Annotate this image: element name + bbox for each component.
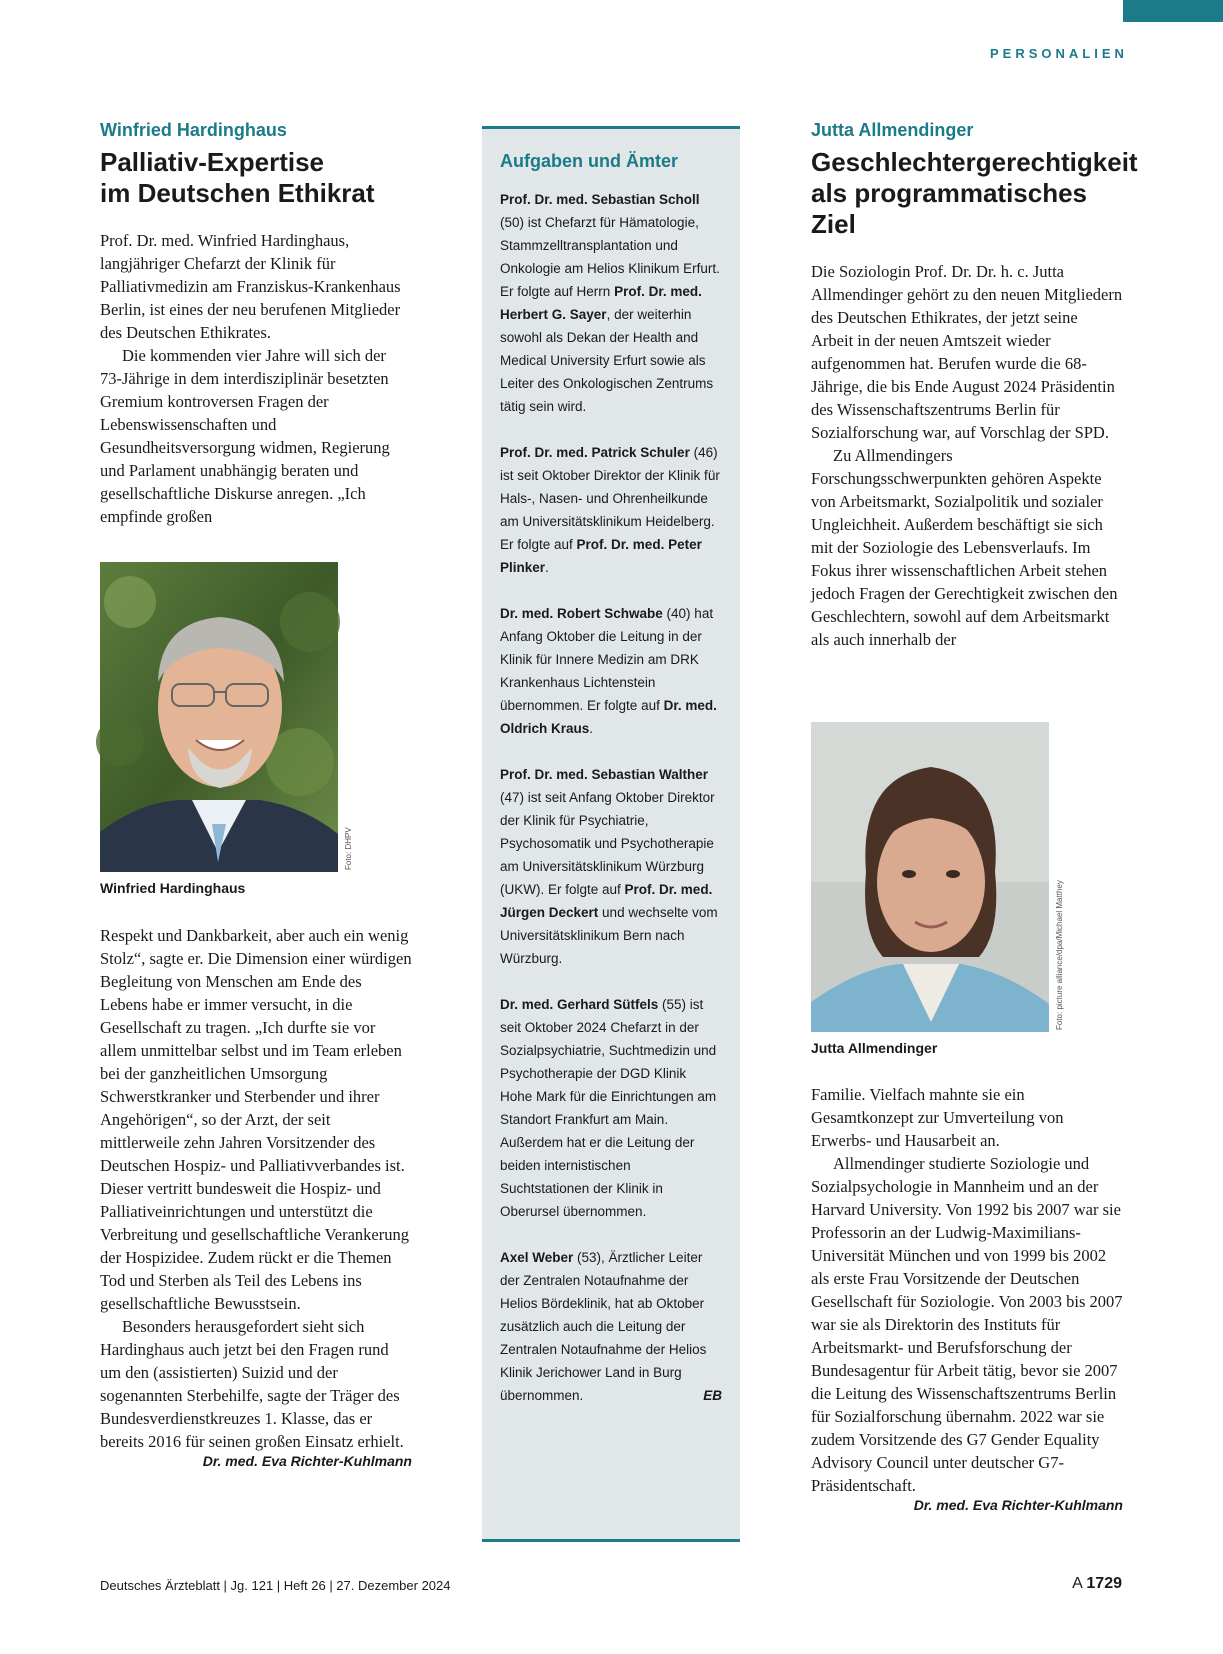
left-headline-line2: im Deutschen Ethikrat [100, 178, 375, 208]
sidebar-entry-schwabe [500, 602, 722, 740]
entry-text: (55) ist seit Oktober 2024 Chefarzt in der Sozialpsychiatrie, Suchtmedizin und Psychotherapie der DGD Klinik Hohe Mark für die Einrichtungen am Standort Frankfurt am Main. Außerdem hat er die Leitung der beiden internistischen Suchtstationen der Klinik in Oberursel übernommen. [500, 997, 717, 1219]
sidebar-signature: EB [703, 1388, 722, 1403]
left-headline [100, 147, 412, 209]
entry-text: , der weiterhin sowohl als Dekan der Health and Medical University Erfurt sowie als Leiter des Onkologischen Zentrums tätig sein wird. [500, 307, 714, 414]
left-paragraph-4: Besonders herausgefordert sieht sich Hardinghaus auch jetzt bei den Fragen rund um den (assistierten) Suizid und der sogenannten Sterbehilfe, sagte der Träger des Bundesverdienstkreuzes 1. Klasse, das er bereits 2016 für seinen großen Einsatz erhielt. [100, 1317, 404, 1451]
sidebar-entry-schuler [500, 441, 722, 579]
sidebar-entry-weber [500, 1246, 722, 1407]
entry-text: (46) ist seit Oktober Direktor der Klinik für Hals-, Nasen- und Ohrenheilkunde am Universitätsklinikum Heidelberg. Er folgte auf [500, 445, 720, 552]
entry-name: Dr. med. Robert Schwabe [500, 606, 663, 621]
footer-publication: Deutsches Ärzteblatt | Jg. 121 | Heft 26 | 27. Dezember 2024 [100, 1578, 451, 1593]
entry-text: (50) ist Chefarzt für Hämatologie, Stammzelltransplantation und Onkologie am Helios Klinikum Erfurt. Er folgte auf Herrn [500, 215, 720, 299]
page-number: 1729 [1086, 1575, 1122, 1592]
right-paragraph-1: Die Soziologin Prof. Dr. Dr. h. c. Jutta Allmendinger gehört zu den neuen Mitgliedern des Deutschen Ethikrates, der jetzt seine Arbeit in der neuen Amtszeit wieder aufgenommen hat. Berufen wurde die 68-Jährige, die bis Ende August 2024 Präsidentin des Wissenschaftszentrums Berlin für Sozialforschung war, auf Vorschlag der SPD. [811, 262, 1123, 442]
entry-name: Axel Weber [500, 1250, 574, 1265]
right-paragraph-2: Zu Allmendingers Forschungsschwerpunkten gehören Aspekte von Arbeitsmarkt, Sozialpolitik und sozialer Ungleichheit. Außerdem beschäftigt sie sich mit der Soziologie des Lebensverlaufs. Im Fokus ihrer wissenschaftlichen Arbeit stehen jedoch Fragen der Gerechtigkeit zwischen den Geschlechtern, sowohl auf dem Arbeitsmarkt als auch innerhalb der [811, 446, 1118, 649]
left-headline-line1: Palliativ-Expertise [100, 147, 324, 177]
entry-name: Prof. Dr. med. Sebastian Walther [500, 767, 709, 782]
entry-predecessor: Prof. Dr. med. Jürgen Deckert [500, 882, 713, 920]
hardinghaus-portrait-illustration [100, 562, 338, 872]
right-paragraph-3: Familie. Vielfach mahnte sie ein Gesamtkonzept zur Umverteilung von Erwerbs- und Hausarbeit an. [811, 1085, 1064, 1150]
entry-predecessor: Prof. Dr. med. Herbert G. Sayer [500, 284, 702, 322]
appointments-sidebar [482, 126, 740, 1542]
allmendinger-caption: Jutta Allmendinger [811, 1040, 938, 1056]
right-author: Dr. med. Eva Richter-Kuhlmann [913, 1497, 1123, 1513]
sidebar-title: Aufgaben und Ämter [500, 151, 678, 171]
allmendinger-portrait-illustration [811, 722, 1049, 1032]
entry-text: . [589, 721, 594, 736]
entry-text: (40) hat Anfang Oktober die Leitung in der Klinik für Innere Medizin am DRK Krankenhaus Lichtenstein übernommen. Er folgte auf [500, 606, 714, 713]
left-article-continued [100, 924, 412, 1469]
entry-name: Dr. med. Gerhard Sütfels [500, 997, 659, 1012]
left-author: Dr. med. Eva Richter-Kuhlmann [202, 1453, 412, 1469]
section-color-tab [1123, 0, 1223, 22]
left-kicker: Winfried Hardinghaus [100, 120, 287, 140]
sidebar-entry-walther [500, 763, 722, 970]
entry-text: (53), Ärztlicher Leiter der Zentralen Notaufnahme der Helios Bördeklinik, hat ab Oktober zusätzlich auch die Leitung der Zentralen Notaufnahme der Helios Klinik Jerichower Land in Burg übernommen. [500, 1250, 707, 1403]
right-paragraph-4: Allmendinger studierte Soziologie und Sozialpsychologie in Mannheim und an der Harvard University. Von 1992 bis 2007 war sie Professorin an der Ludwig-Maximilians-Universität München und von 1999 bis 2002 als erste Frau Vorsitzende der Deutschen Gesellschaft für Soziologie. Von 2003 bis 2007 war sie als Direktorin des Instituts für Arbeitsmarkt- und Berufsforschung der Bundesagentur für Arbeit tätig, bevor sie 2007 die Leitung des Wissenschaftszentrums Berlin für Sozialforschung übernahm. 2022 war sie zudem Vorsitzende des G7 Gender Equality Advisory Council unter deutscher G7-Präsidentschaft. [811, 1154, 1123, 1495]
right-headline-line1: Geschlechtergerechtigkeit [811, 147, 1138, 177]
sidebar-entry-scholl [500, 188, 722, 418]
left-paragraph-2: Die kommenden vier Jahre will sich der 73-Jährige in dem interdisziplinär besetzten Gremium kontroversen Fragen der Lebenswissenschaften und Gesundheitsversorgung widmen, Regierung und Parlament unabhängig beraten und gesellschaftliche Diskurse anregen. „Ich empfinde großen [100, 346, 390, 526]
entry-text: . [545, 560, 549, 575]
hardinghaus-photo [100, 562, 353, 872]
left-paragraph-3: Respekt und Dankbarkeit, aber auch ein wenig Stolz“, sagte er. Die Dimension einer würdigen Begleitung von Menschen am Ende des Lebens habe er immer versucht, in die Gesellschaft zu tragen. „Ich durfte sie vor allem unmittelbar selbst und im Team erleben bei der ganzheitlichen Umsorgung Schwerstkranker und Sterbender und ihrer Angehörigen“, so der Arzt, der seit mittlerweile zehn Jahren Vorsitzender des Deutschen Hospiz- und Palliativverbandes ist. Dieser vertritt bundesweit die Hospiz- und Palliativeinrichtungen und unterstützt die Verbreitung und gesellschaftliche Verankerung der Hospizidee. Zudem rückt er die Themen Tod und Sterben als Teil des Lebens ins gesellschaftliche Bewusstsein. [100, 926, 412, 1313]
footer-page-number [1050, 1575, 1122, 1593]
entry-name: Prof. Dr. med. Sebastian Scholl [500, 192, 700, 207]
hardinghaus-caption: Winfried Hardinghaus [100, 880, 246, 896]
right-headline [811, 147, 1138, 240]
hardinghaus-photo-credit: Foto: DHPV [344, 827, 353, 870]
right-article [811, 120, 1138, 651]
right-article-continued [811, 1083, 1123, 1513]
entry-name: Prof. Dr. med. Patrick Schuler [500, 445, 690, 460]
allmendinger-photo [811, 722, 1064, 1032]
entry-predecessor: Prof. Dr. med. Peter Plinker [500, 537, 702, 575]
entry-text: und wechselte vom Universitätsklinikum Bern nach Würzburg. [500, 905, 718, 966]
sidebar-entry-suetfels [500, 993, 722, 1223]
right-kicker: Jutta Allmendinger [811, 120, 974, 140]
section-label: PERSONALIEN [990, 46, 1128, 61]
left-article [100, 120, 412, 528]
allmendinger-photo-credit: Foto: picture alliance/dpa/Michael Matthey [1055, 880, 1064, 1030]
entry-text: (47) ist seit Anfang Oktober Direktor der Klinik für Psychiatrie, Psychosomatik und Psychotherapie am Universitätsklinikum Würzburg (UKW). Er folgte auf [500, 790, 715, 897]
entry-predecessor: Dr. med. Oldrich Kraus [500, 698, 717, 736]
left-paragraph-1: Prof. Dr. med. Winfried Hardinghaus, langjähriger Chefarzt der Klinik für Palliativmedizin am Franziskus-Krankenhaus Berlin, ist eines der neu berufenen Mitglieder des Deutschen Ethikrates. [100, 231, 401, 342]
page-prefix: A [1072, 1575, 1087, 1592]
right-headline-line2: als programmatisches Ziel [811, 178, 1088, 239]
